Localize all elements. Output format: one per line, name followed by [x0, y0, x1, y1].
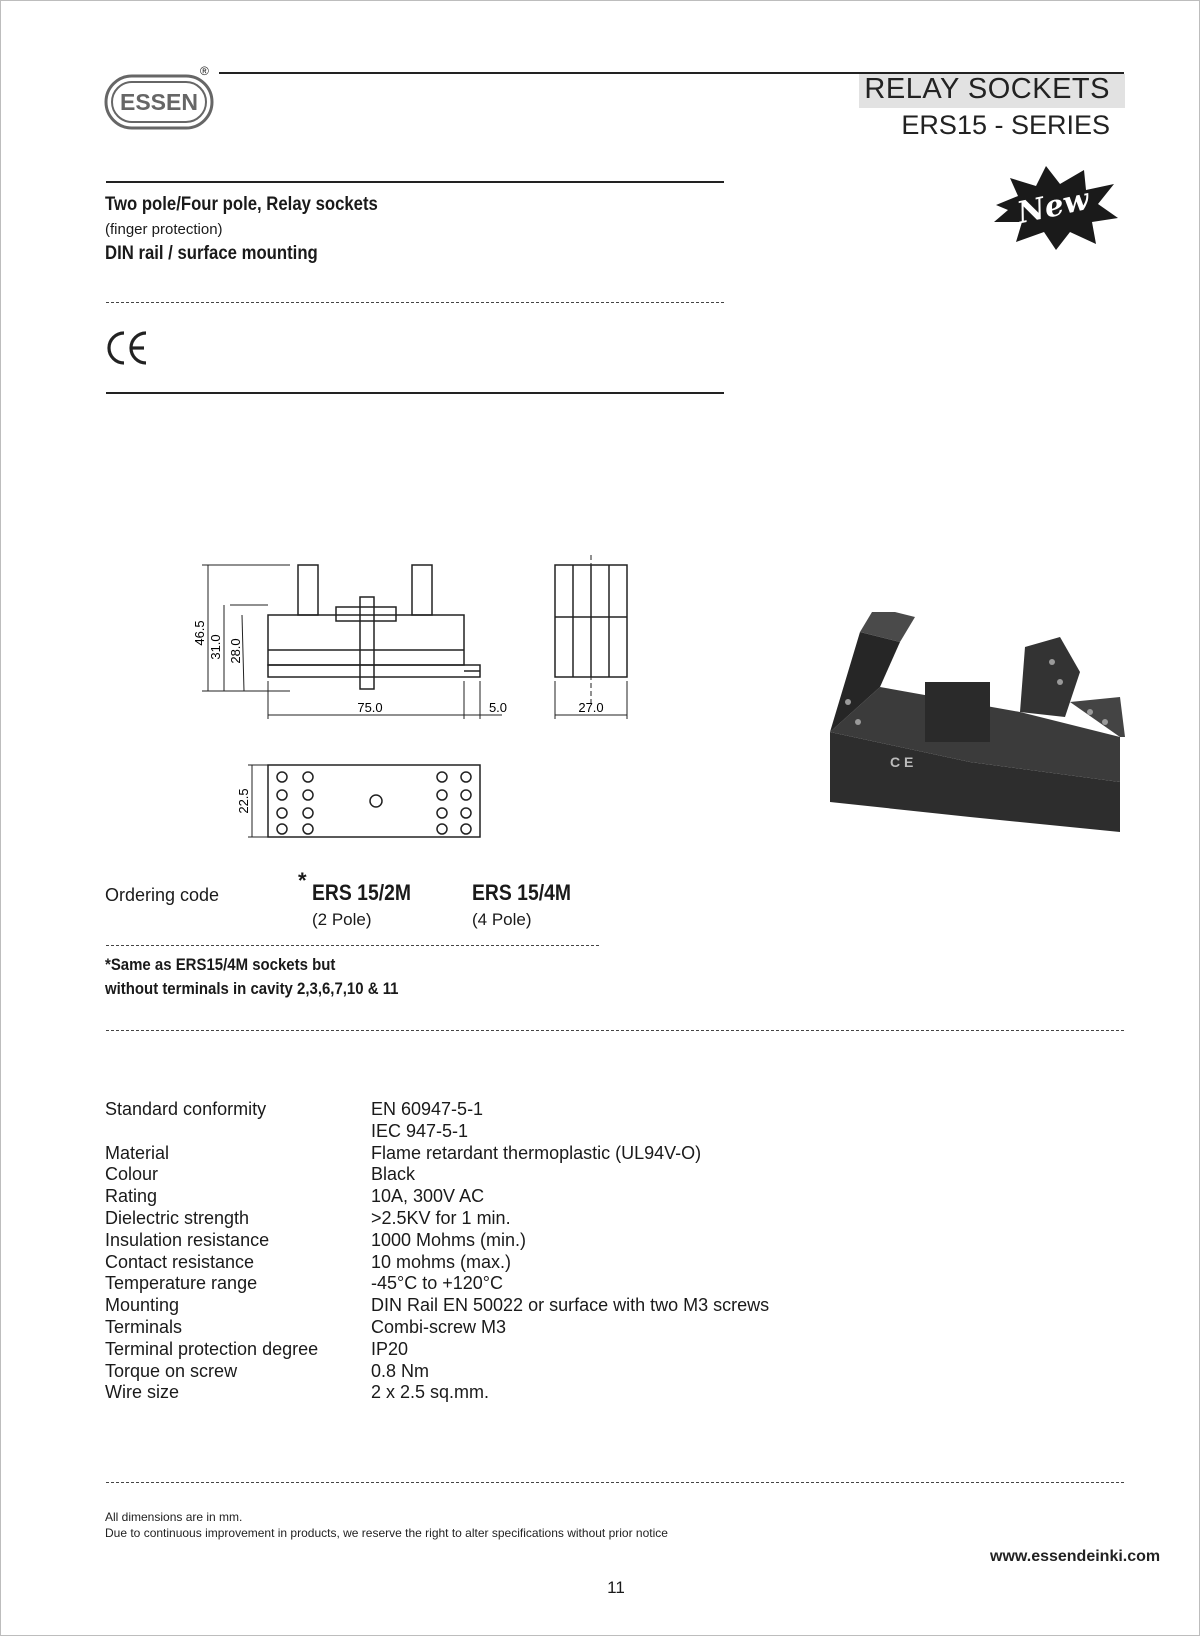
front-view [268, 565, 480, 689]
registered-mark: ® [200, 64, 209, 78]
spec-row: Dielectric strength >2.5KV for 1 min. [105, 1207, 511, 1228]
ordering-note-1: *Same as ERS15/4M sockets but [105, 955, 336, 974]
top-view [248, 765, 480, 837]
footer-dimensions-note: All dimensions are in mm. [105, 1510, 243, 1524]
spec-row: Terminals Combi-screw M3 [105, 1316, 507, 1337]
logo-text: ESSEN [120, 89, 198, 115]
side-view [555, 555, 627, 719]
ordering-code-4m-poles: (4 Pole) [472, 910, 532, 929]
spec-row: Torque on screw 0.8 Nm [105, 1360, 430, 1381]
website-link[interactable]: www.essendeinki.com [990, 1548, 1161, 1565]
specifications-table [105, 1099, 865, 1404]
divider [106, 945, 599, 946]
footer-disclaimer: Due to continuous improvement in products, we reserve the right to alter specifications without prior notice [105, 1526, 668, 1540]
spec-row: Insulation resistance 1000 Mohms (min.) [105, 1229, 527, 1250]
intro-bottom-rule [106, 392, 724, 394]
dim-length: 75.0 [357, 700, 383, 715]
ordering-note-2: without terminals in cavity 2,3,6,7,10 & 11 [105, 979, 399, 998]
page-title: RELAY SOCKETS [864, 73, 1110, 105]
product-photo [820, 612, 1140, 852]
ordering-label: Ordering code [105, 885, 220, 905]
dim-height-mid: 31.0 [208, 634, 223, 660]
spec-row: IEC 947-5-1 [371, 1120, 469, 1141]
spec-row: Standard conformity EN 60947-5-1 [105, 1099, 484, 1119]
divider [106, 1482, 1124, 1483]
dim-height-total: 46.5 [192, 620, 207, 646]
page-number: 11 [607, 1578, 625, 1597]
dim-width: 27.0 [578, 700, 604, 715]
spec-row: Terminal protection degree IP20 [105, 1338, 409, 1359]
spec-row: Rating 10A, 300V AC [105, 1186, 485, 1207]
intro-mounting: DIN rail / surface mounting [105, 243, 318, 264]
divider [106, 302, 724, 303]
spec-row: Material Flame retardant thermoplastic (UL94V-O) [105, 1142, 702, 1163]
series-title: ERS15 - SERIES [901, 110, 1110, 140]
new-badge [986, 160, 1121, 252]
spec-row: Contact resistance 10 mohms (max.) [105, 1251, 512, 1272]
intro-top-rule [106, 181, 724, 183]
ordering-code-4m: ERS 15/4M [472, 880, 571, 905]
ordering-code-2m-poles: (2 Pole) [312, 910, 372, 929]
spec-row: Wire size 2 x 2.5 sq.mm. [105, 1382, 490, 1403]
dim-offset: 5.0 [488, 700, 508, 715]
spec-row: Mounting DIN Rail EN 50022 or surface with two M3 screws [105, 1295, 770, 1316]
spec-row: Colour Black [105, 1164, 416, 1185]
ordering-code-2m: ERS 15/2M [312, 880, 411, 905]
essen-logo [104, 72, 216, 132]
ordering-asterisk: * [298, 868, 307, 893]
badge-text: New [1014, 181, 1093, 232]
intro-subtitle: (finger protection) [105, 221, 223, 238]
dim-depth: 22.5 [236, 788, 251, 814]
spec-row: Temperature range -45°C to +120°C [105, 1273, 503, 1294]
dim-height-body: 28.0 [228, 638, 243, 664]
divider [106, 1030, 1124, 1031]
svg-text:C E: C E [890, 754, 914, 770]
dimension-drawing [180, 555, 640, 845]
ce-mark [104, 330, 150, 366]
intro-title: Two pole/Four pole, Relay sockets [105, 194, 378, 215]
